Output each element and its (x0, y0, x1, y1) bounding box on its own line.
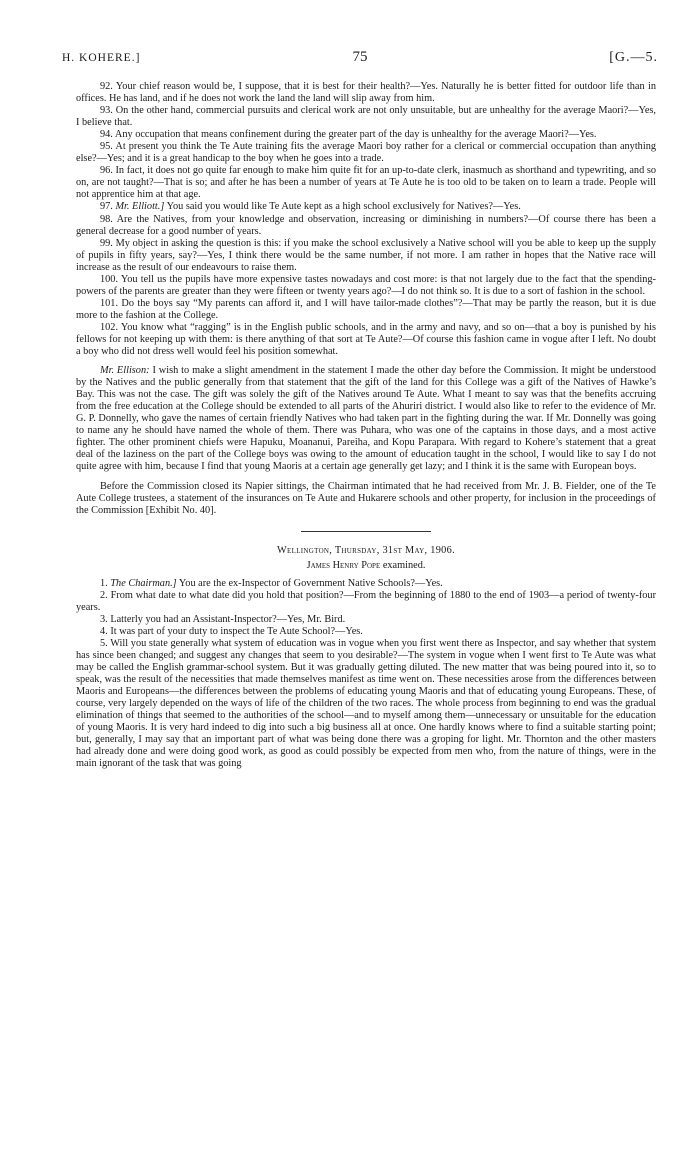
question-number: 93. (100, 105, 113, 117)
paragraph-text: Any occupation that means confinement during the greater part of the day is unhealthy for the average Maori?—Yes. (114, 129, 597, 141)
paragraph-94 (76, 129, 656, 141)
header-right: [G.—5. (609, 50, 658, 65)
paragraph-96 (76, 165, 656, 201)
paragraph-93 (76, 105, 656, 129)
question-number: 1. (100, 577, 108, 589)
paragraph-text: In fact, it does not go quite far enough to make him quite fit for an up-to-date clerk, inasmuch as shorthand and typewriting, and so on, are not taught?—That is so; and after he has been a number of years at Te Aute he is too old to be taken on to learn a trade. People will not apprentice him at that age. (76, 165, 657, 201)
question-number: 96. (100, 165, 113, 177)
question-number: 100. (100, 273, 119, 285)
speaker-label: Mr. Elliott.] (115, 201, 165, 213)
paragraph-text: It was part of your duty to inspect the Te Aute School?—Yes. (110, 625, 363, 637)
section-divider (301, 531, 431, 532)
spacer (76, 474, 656, 481)
paragraph-text: You know what “ragging” is in the English public schools, and in the army and navy, and so on—that a boy is punished by his fellows for not keeping up with them: is there anything of that sort at Te Aute?—Of course this fashion came in vogue after I left. No doubt a boy who did not dress well would feel his position somewhat. (76, 321, 656, 358)
question-number: 101. (100, 297, 119, 309)
qa-section-2 (76, 578, 656, 771)
qa-section-1 (76, 81, 656, 358)
page-number: 75 (352, 49, 368, 65)
paragraph-99 (76, 238, 656, 274)
paragraph-text: You said you would like Te Aute kept as a high school exclusively for Natives?—Yes. (166, 201, 521, 213)
paragraph-text: At present you think the Te Aute training fits the average Maori boy rather for a clerical or commercial occupation than anything else?—Yes; and it is a great handicap to the boy when he goes into a trade. (76, 141, 656, 165)
paragraph-text: Will you state generally what system of education was in vogue when you first went there as Inspector, and say whether that system has since been changed; and suggest any changes that seem to you desirable?—The system in vogue when I went first to Te Aute was what may be called the English grammar-school system. But it was gradually getting diluted. The new matter that was being poured into it, so to speak, was the result of the necessities that made themselves manifest as time went on. These necessities arose from the differences between Maoris and Europeans—the differences between the problems of educating young Maoris and that of educating young Europeans. These, of course, very largely depended on the ways of life of the children of the two races. The whole process from beginning to end was the gradual elimination of things that seemed to the authorities of the school—and to myself among them—unnecessary or unsuitable for the education of young Maoris. It is very hard indeed to dig into such a big business all at once. One hardly knows where to find a suitable starting point; but, generally, I may say that an important part of what was being done there was a groping for light. Mr. Thornton and the other masters had already done and were doing good work, as good as could possibly be expected from men who, from the nature of things, were in the main ignorant of the task that was going (76, 637, 656, 770)
closing-paragraph: Before the Commission closed its Napier sittings, the Chairman intimated that he had received from Mr. J. B. Fielder, one of the Te Aute College trustees, a statement of the insurances on Te Aute and Hukarere schools and other property, for inclusion in the proceedings of the Commission [Exhibit No. 40]. (76, 480, 656, 516)
paragraph-1 (76, 578, 656, 590)
witness-heading (76, 560, 656, 572)
paragraph-text: Latterly you had an Assistant-Inspector?—Yes, Mr. Bird. (110, 613, 346, 625)
question-number: 92. (100, 81, 113, 92)
paragraph-text: You tell us the pupils have more expensive tastes nowadays and cost more: is that not largely due to the fact that the spending-powers of the parents are greater than they were fifteen or twenty years ago?—I do not think so. It is due to a sort of fashion in the school. (76, 273, 656, 297)
paragraph-97 (76, 201, 656, 213)
question-number: 102. (100, 321, 119, 333)
paragraph-95 (76, 141, 656, 165)
question-number: 99. (100, 237, 113, 249)
paragraph-text: I wish to make a slight amendment in the statement I made the other day before the Commission. It might be understood by the Natives and the public generally from that statement that the gift of the land for this College was a gift of the Natives of Hawke’s Bay. This was not the case. The gift was solely the gift of the Natives around Te Aute. What I meant to say was that the benefits accruing from the free education at the College should be extended to all parts of the Ahuriri district. I would also like to refer to the evidence of Mr. G. P. Donnelly, who gave the names of certain friendly Natives who had taken part in the fighting during the war. If Mr. Donnelly was going to name any he should have named the whole of them. There was Puhara, who was one of the captains in those days, and a most active fighter. The other prominent chiefs were Hapuku, Moananui, Pareiha, and Kopu Parapara. With regard to Kohere’s statement that a great deal of the laziness on the part of the College boys was owing to the amount of education taught in the school, I would like to say I do not quite agree with him, because I find that young Maoris at a certain age generally get lazy; and I think it is the same with European boys. (76, 365, 657, 473)
question-number: 94. (100, 129, 113, 141)
question-number: 3. (100, 613, 108, 625)
paragraph-101 (76, 298, 656, 322)
speaker-label: Mr. Ellison: (100, 365, 150, 377)
question-number: 95. (100, 141, 113, 153)
dateline: Wellington, Thursday, 31st May, 1906. (277, 544, 455, 556)
question-number: 98. (100, 213, 113, 225)
witness-suffix: examined. (382, 559, 426, 571)
paragraph-98 (76, 214, 656, 238)
ellison-statement (76, 365, 656, 473)
paragraph-92 (76, 81, 656, 105)
question-number: 2. (100, 589, 108, 601)
question-number: 4. (100, 625, 108, 637)
question-number: 5. (100, 637, 108, 649)
spacer (76, 358, 656, 365)
paragraph-text: You are the ex-Inspector of Government Native Schools?—Yes. (178, 577, 443, 589)
witness-name: James Henry Pope (306, 559, 381, 571)
speaker-label: The Chairman.] (110, 577, 177, 589)
paragraph-text: Do the boys say “My parents can afford it, and I will have tailor-made clothes”?—That may be partly the reason, but it is due more to the fashion at the College. (76, 297, 656, 321)
paragraph-3 (76, 614, 656, 626)
paragraph-5 (76, 638, 656, 771)
paragraph-text: Your chief reason would be, I suppose, that it is best for their health?—Yes. Naturally he is better fitted for outdoor life than in offices. He has land, and if he does not work the land the land will slip away from him. (76, 81, 656, 105)
paragraph-4 (76, 626, 656, 638)
paragraph-text: From what date to what date did you hold that position?—From the beginning of 1880 to the end of 1903—a period of twenty-four years. (76, 589, 656, 613)
paragraph-text: Are the Natives, from your knowledge and observation, increasing or diminishing in numbers?—Of course there has been a general decrease for a good number of years. (76, 213, 656, 237)
paragraph-text: My object in asking the question is this: if you make the school exclusively a Native school will you be able to keep up the supply of pupils in fifty years, say?—Yes, I think there would be the same number, if not more. I am rather in hopes that the Native race will increase as the result of our endeavours to raise them. (76, 237, 656, 273)
paragraph-100 (76, 274, 656, 298)
document-body (76, 81, 656, 770)
paragraph-2 (76, 590, 656, 614)
question-number: 97. (100, 201, 113, 213)
header-left: H. KOHERE.] (62, 52, 141, 64)
paragraph-102 (76, 322, 656, 358)
page-header (62, 50, 658, 70)
paragraph-text: On the other hand, commercial pursuits and clerical work are not only unsuitable, but are unhealthy for the average Maori?—Yes, I believe that. (76, 105, 657, 129)
